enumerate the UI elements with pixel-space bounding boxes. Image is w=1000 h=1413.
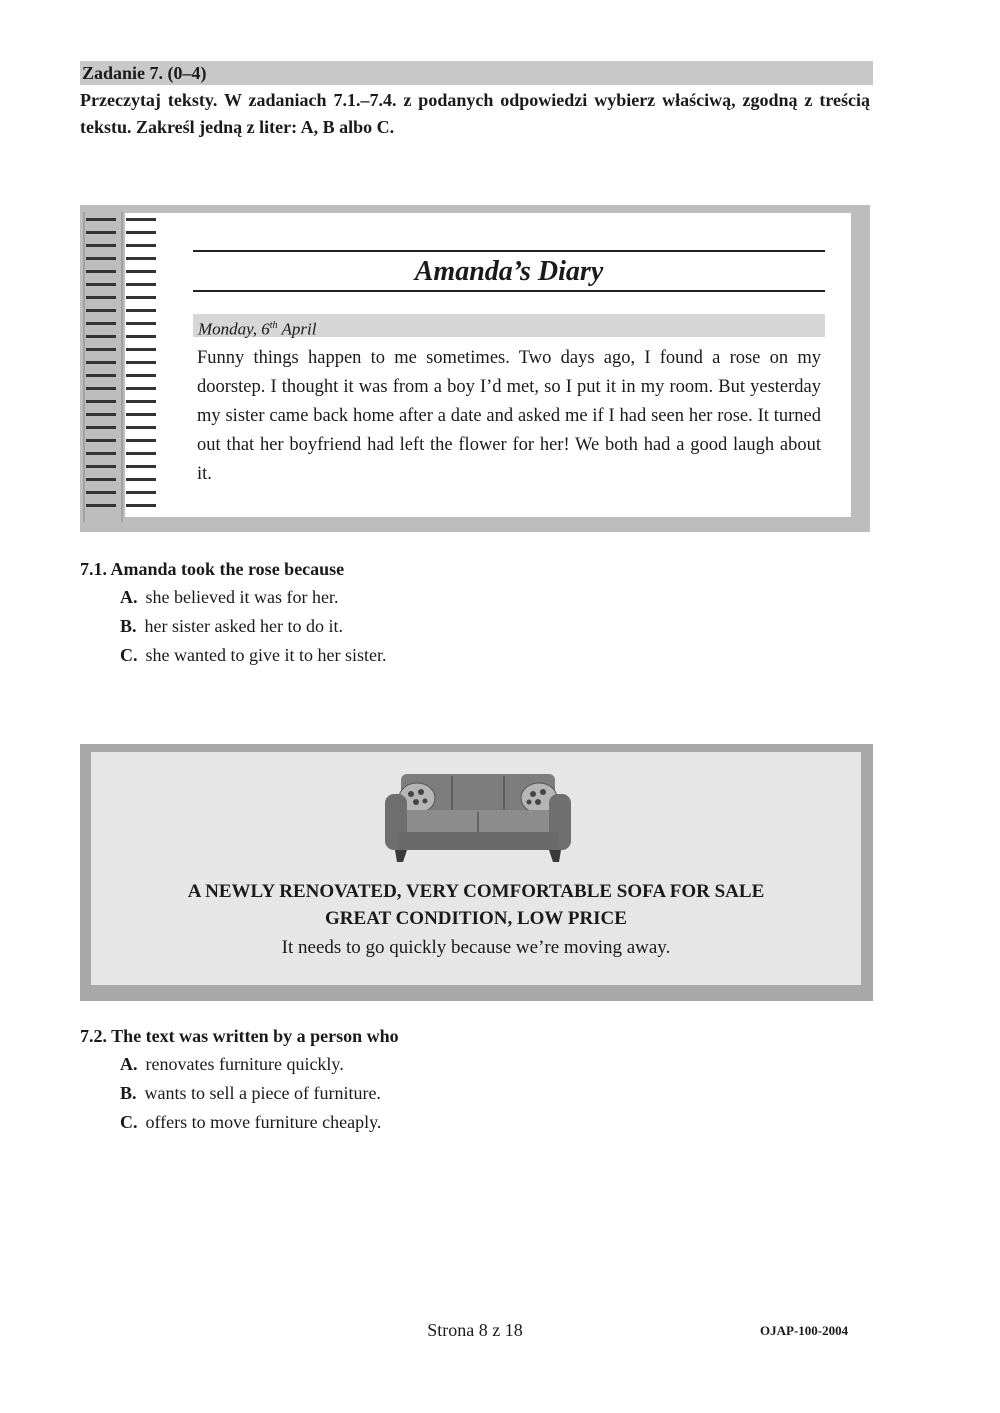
ad-subheadline: GREAT CONDITION, LOW PRICE — [325, 908, 627, 929]
option-text: renovates furniture quickly. — [145, 1054, 344, 1074]
question-stem: 7.1. Amanda took the rose because — [80, 559, 345, 579]
option-letter: A. — [120, 587, 138, 607]
option-text: her sister asked her to do it. — [144, 616, 343, 636]
option-text: she believed it was for her. — [145, 587, 339, 607]
diary-text: Funny things happen to me sometimes. Two days ago, I found a rose on my doorstep. I thought it was from a boy I’d met, so I put it in my room. But yesterday my sister came back home after a date and asked me if I had seen her rose. It turned out that her boyfriend had left the flower for her! We both had a good laugh about it. — [197, 348, 821, 484]
notebook-spiral-icon — [82, 212, 162, 522]
question-7-2 — [80, 1023, 880, 1137]
ad-headline: A NEWLY RENOVATED, VERY COMFORTABLE SOFA FOR SALE — [187, 881, 765, 902]
option-text: offers to move furniture cheaply. — [145, 1112, 382, 1132]
option-text: wants to sell a piece of furniture. — [144, 1083, 381, 1103]
option-letter: A. — [120, 1054, 138, 1074]
answer-option-b[interactable] — [80, 1079, 880, 1108]
option-letter: C. — [120, 1112, 138, 1132]
option-text: she wanted to give it to her sister. — [145, 645, 387, 665]
answer-option-a[interactable] — [80, 583, 880, 612]
task-header: Zadanie 7. (0–4) — [80, 61, 873, 85]
answer-option-c[interactable] — [80, 1108, 880, 1137]
question-stem: 7.2. The text was written by a person who — [80, 1026, 399, 1046]
option-letter: C. — [120, 645, 138, 665]
question-7-1 — [80, 556, 880, 670]
diary-title-rule-bottom — [193, 290, 825, 292]
answer-option-c[interactable] — [80, 641, 880, 670]
answer-option-a[interactable] — [80, 1050, 880, 1079]
exam-code: OJAP-100-2004 — [760, 1323, 849, 1338]
diary-date-prefix: Monday, 6 — [198, 319, 270, 339]
page-number: Strona 8 z 18 — [427, 1320, 523, 1340]
option-letter: B. — [120, 1083, 137, 1103]
diary-title: Amanda’s Diary — [414, 256, 604, 287]
ad-note: It needs to go quickly because we’re moving away. — [281, 937, 671, 958]
sofa-icon — [383, 772, 573, 864]
option-letter: B. — [120, 616, 137, 636]
task-instructions: Przeczytaj teksty. W zadaniach 7.1.–7.4. z podanych odpowiedzi wybierz właściwą, zgodną z treścią tekstu. Zakreśl jedną z liter: A, B albo C. — [80, 90, 870, 137]
diary-date — [193, 314, 825, 337]
diary-date-suffix: April — [277, 319, 317, 339]
answer-option-b[interactable] — [80, 612, 880, 641]
diary-date-ordinal: th — [269, 320, 278, 331]
